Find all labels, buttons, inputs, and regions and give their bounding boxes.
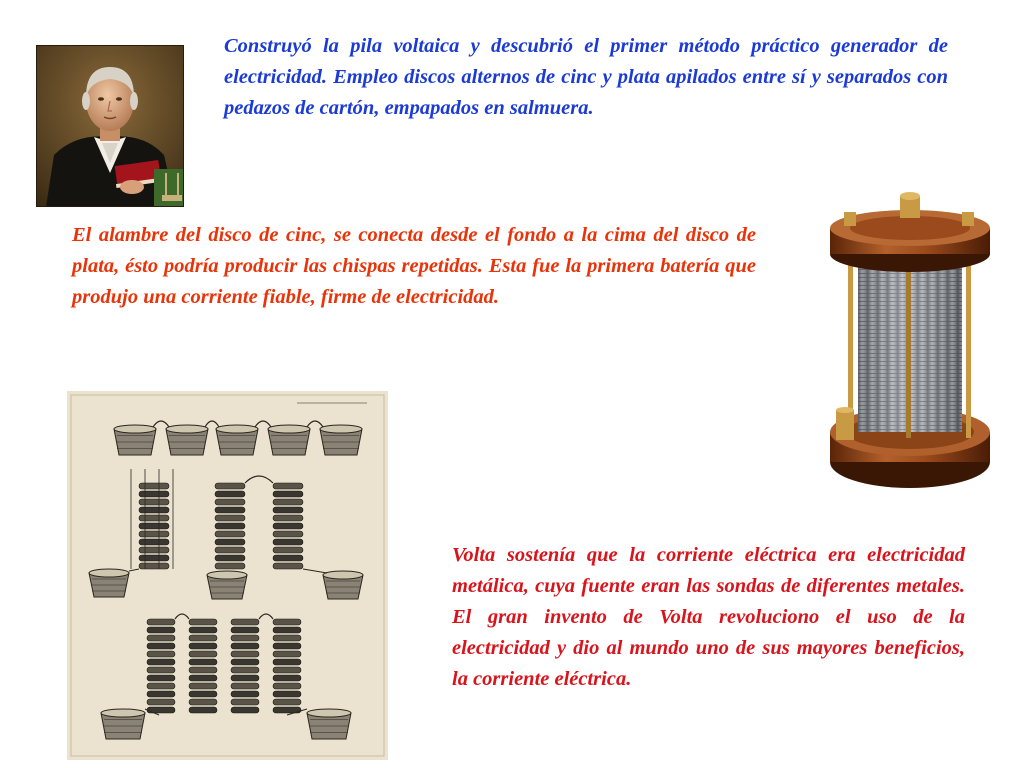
zinc-wire-paragraph: El alambre del disco de cinc, se conecta desde el fondo a la cima del disco de plata, ésto podría producir las chispas repetidas. Esta fue la primera batería que produjo una corriente fiable, firme de electricidad.	[72, 224, 756, 308]
intro-paragraph: Construyó la pila voltaica y descubrió el primer método práctico generador de electricidad. Empleo discos alternos de cinc y plata apilados entre sí y separados con pedazos de cartón, empapados en salmuera.	[224, 35, 948, 119]
voltaic-pile-photo-image	[818, 182, 999, 497]
portrait-of-volta-image	[36, 45, 184, 207]
engraving-plate-image	[67, 391, 388, 760]
volta-legacy-paragraph: Volta sostenía que la corriente eléctrica era electricidad metálica, cuya fuente eran las sondas de diferentes metales. El gran invento de Volta revoluciono el uso de la electricidad y dio al mundo uno de sus mayores beneficios, la corriente eléctrica.	[452, 544, 965, 690]
